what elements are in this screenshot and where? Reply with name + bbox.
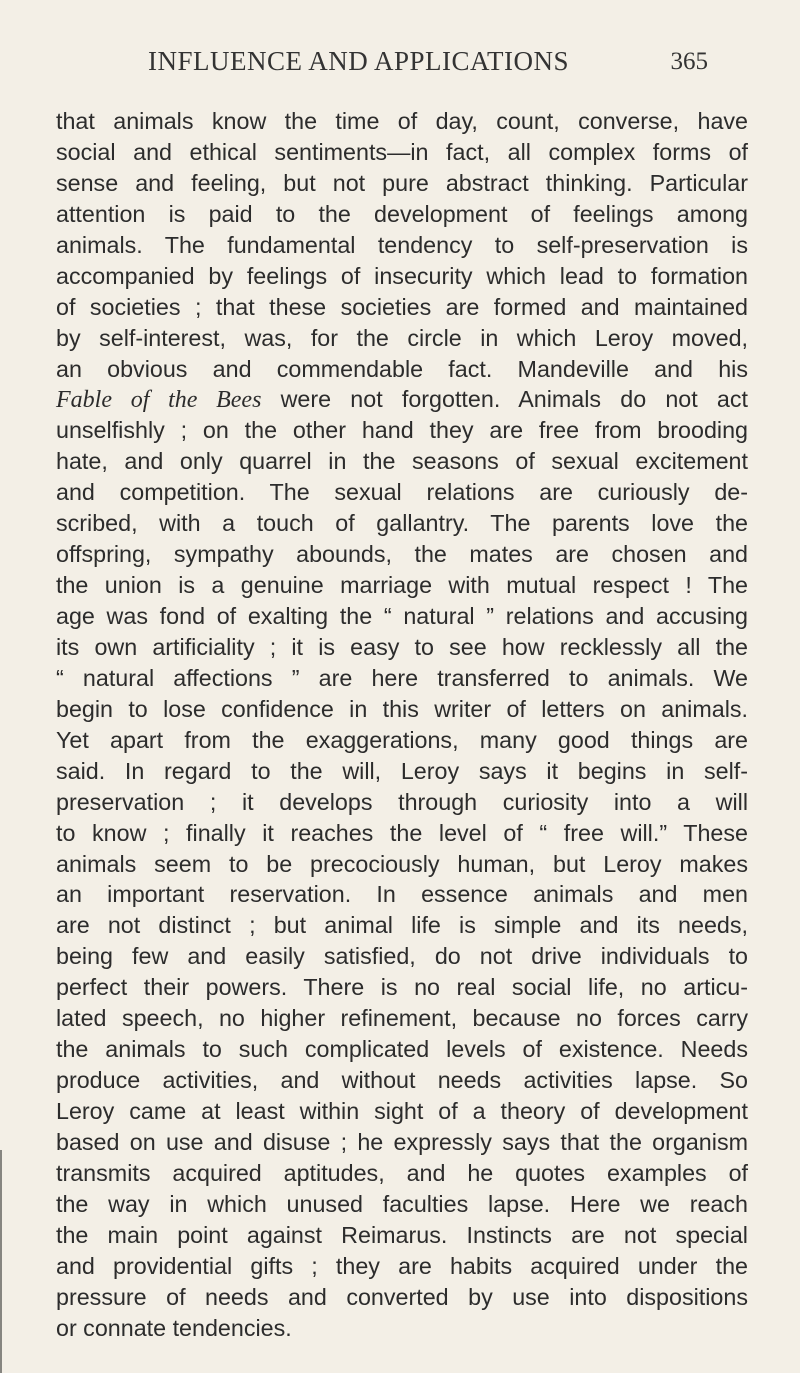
text-line: the animals to such complicated levels of existence. Needs bbox=[56, 1036, 748, 1063]
text-line: “ natural affections ” are here transferred to animals. We bbox=[56, 664, 748, 691]
text-line: pressure of needs and converted by use into dispositions bbox=[56, 1283, 748, 1310]
text-line: lated speech, no higher refinement, because no forces carry bbox=[56, 1005, 748, 1032]
text-line: the main point against Reimarus. Instincts are not special bbox=[56, 1221, 748, 1248]
text-line: said. In regard to the will, Leroy says it begins in self- bbox=[56, 757, 748, 784]
text-line: the way in which unused faculties lapse. Here we reach bbox=[56, 1190, 748, 1217]
text-line: based on use and disuse ; he expressly says that the organism bbox=[56, 1128, 748, 1155]
text-fragment: were not forgotten. Animals do not act bbox=[261, 386, 748, 413]
text-line: animals seem to be precociously human, but Leroy makes bbox=[56, 850, 748, 877]
book-title-italic: Fable of the Bees bbox=[56, 387, 262, 414]
text-line bbox=[56, 384, 748, 415]
text-line: by self-interest, was, for the circle in which Leroy moved, bbox=[56, 324, 748, 351]
text-line: the union is a genuine marriage with mutual respect ! The bbox=[56, 572, 748, 599]
text-line: unselfishly ; on the other hand they are free from brooding bbox=[56, 417, 748, 444]
text-line: and providential gifts ; they are habits acquired under the bbox=[56, 1252, 748, 1279]
text-line: offspring, sympathy abounds, the mates are chosen and bbox=[56, 541, 748, 568]
text-line: scribed, with a touch of gallantry. The parents love the bbox=[56, 510, 748, 537]
text-line: its own artificiality ; it is easy to see how recklessly all the bbox=[56, 633, 748, 660]
page-edge-shadow bbox=[0, 1150, 2, 1373]
text-line: of societies ; that these societies are formed and maintained bbox=[56, 293, 748, 320]
text-line: an important reservation. In essence animals and men bbox=[56, 881, 748, 908]
text-line: that animals know the time of day, count, converse, have bbox=[56, 108, 748, 134]
page-number: 365 bbox=[670, 48, 708, 75]
text-line: attention is paid to the development of feelings among bbox=[56, 200, 748, 227]
text-line: are not distinct ; but animal life is simple and its needs, bbox=[56, 912, 748, 939]
text-line: age was fond of exalting the “ natural ” relations and accusing bbox=[56, 603, 748, 629]
text-line: an obvious and commendable fact. Mandeville and his bbox=[56, 355, 748, 382]
text-line: hate, and only quarrel in the seasons of sexual excitement bbox=[56, 448, 748, 475]
text-line: animals. The fundamental tendency to self-preservation is bbox=[56, 231, 748, 258]
text-line: Yet apart from the exaggerations, many good things are bbox=[56, 726, 748, 753]
text-line: accompanied by feelings of insecurity which lead to formation bbox=[56, 262, 748, 289]
text-line: and competition. The sexual relations are curiously de- bbox=[56, 479, 748, 506]
text-line: or connate tendencies. bbox=[56, 1314, 292, 1341]
text-line: Leroy came at least within sight of a theory of development bbox=[56, 1098, 748, 1124]
body-paragraph bbox=[56, 106, 748, 1344]
text-line: produce activities, and without needs activities lapse. So bbox=[56, 1067, 748, 1094]
running-title: INFLUENCE AND APPLICATIONS bbox=[148, 46, 570, 76]
text-line: being few and easily satisfied, do not drive individuals to bbox=[56, 943, 748, 970]
text-line: sense and feeling, but not pure abstract thinking. Particular bbox=[56, 169, 748, 196]
text-line: begin to lose confidence in this writer of letters on animals. bbox=[56, 695, 748, 722]
text-line: social and ethical sentiments—in fact, all complex forms of bbox=[56, 138, 748, 165]
text-line: perfect their powers. There is no real social life, no articu- bbox=[56, 974, 748, 1001]
text-line: to know ; finally it reaches the level of “ free will.” These bbox=[56, 819, 748, 846]
text-line: preservation ; it develops through curiosity into a will bbox=[56, 788, 748, 815]
text-line: transmits acquired aptitudes, and he quotes examples of bbox=[56, 1159, 748, 1186]
running-header bbox=[148, 46, 708, 86]
